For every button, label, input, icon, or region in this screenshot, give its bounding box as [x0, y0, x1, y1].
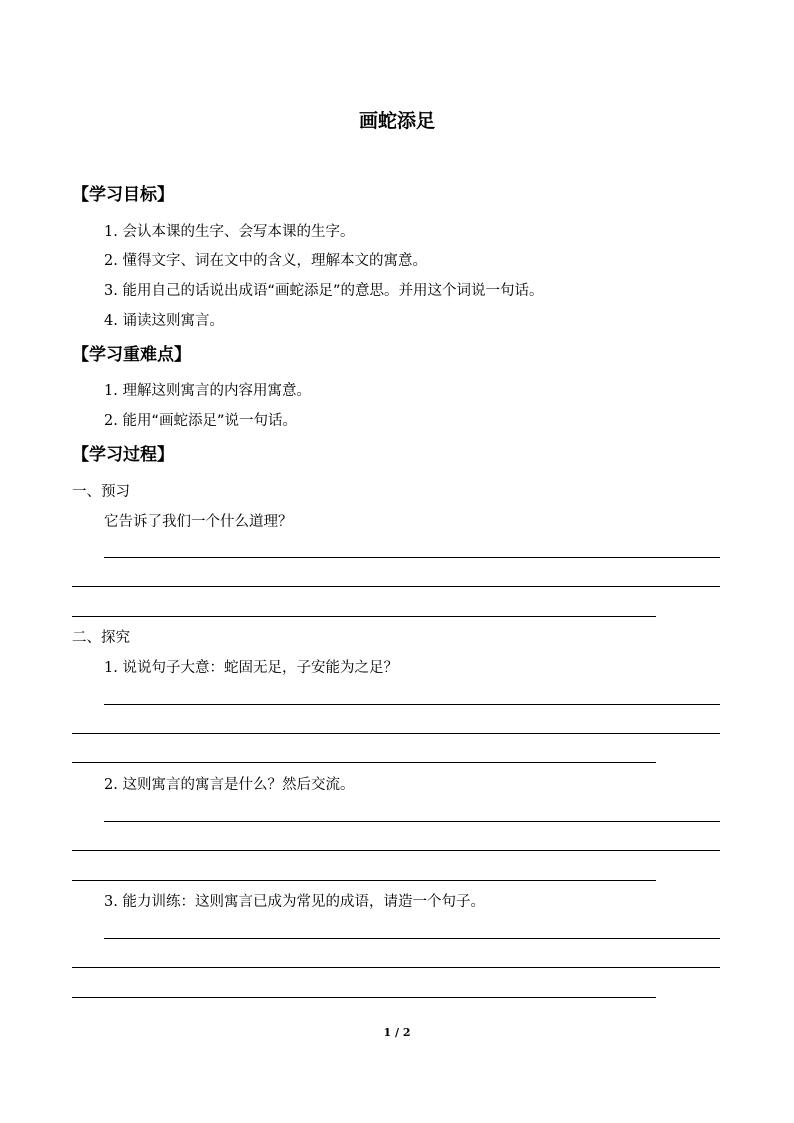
answer-line — [72, 733, 720, 734]
objectives-heading: 【学习目标】 — [72, 185, 174, 205]
item-text: 懂得文字、词在文中的含义，理解本文的寓意。 — [122, 253, 427, 269]
question-number: 1. — [104, 660, 118, 676]
list-item — [104, 309, 224, 330]
answer-line — [104, 821, 720, 822]
page-number: 1 / 2 — [383, 1026, 411, 1039]
list-item — [104, 409, 297, 430]
question-number: 2. — [104, 777, 118, 793]
list-item — [104, 220, 354, 241]
item-number: 1. — [104, 383, 118, 399]
answer-line — [104, 704, 720, 705]
answer-line — [72, 616, 656, 617]
preview-question: 它告诉了我们一个什么道理？ — [104, 514, 293, 530]
list-item — [104, 279, 543, 300]
answer-line — [72, 586, 720, 587]
item-number: 2. — [104, 413, 118, 429]
item-text: 诵读这则寓言。 — [122, 313, 224, 329]
list-item — [104, 249, 427, 270]
answer-line — [104, 557, 720, 558]
item-number: 2. — [104, 253, 118, 269]
process-heading: 【学习过程】 — [72, 445, 174, 465]
answer-line — [72, 967, 720, 968]
item-number: 3. — [104, 283, 118, 299]
item-number: 4. — [104, 313, 118, 329]
item-text: 会认本课的生字、会写本课的生字。 — [122, 224, 355, 240]
page-title: 画蛇添足 — [358, 110, 435, 132]
question-item — [104, 656, 398, 677]
question-number: 3. — [104, 894, 118, 910]
question-item — [104, 773, 354, 794]
question-item — [104, 890, 485, 911]
answer-line — [72, 880, 656, 881]
item-number: 1. — [104, 224, 118, 240]
question-text: 这则寓言的寓言是什么？然后交流。 — [122, 777, 355, 793]
item-text: 理解这则寓言的内容用寓意。 — [122, 383, 311, 399]
item-text: 能用自己的话说出成语“画蛇添足”的意思。并用这个词说一句话。 — [122, 283, 544, 299]
answer-line — [72, 762, 656, 763]
answer-line — [72, 997, 656, 998]
question-text: 能力训练：这则寓言已成为常见的成语，请造一个句子。 — [122, 894, 485, 910]
item-text: 能用“画蛇添足”说一句话。 — [122, 413, 297, 429]
question-text: 说说句子大意：蛇固无足，子安能为之足？ — [122, 660, 398, 676]
list-item — [104, 379, 311, 400]
answer-line — [104, 938, 720, 939]
explore-label: 二、探究 — [72, 630, 130, 646]
answer-line — [72, 850, 720, 851]
key-points-heading: 【学习重难点】 — [72, 345, 191, 365]
preview-label: 一、预习 — [72, 484, 130, 500]
